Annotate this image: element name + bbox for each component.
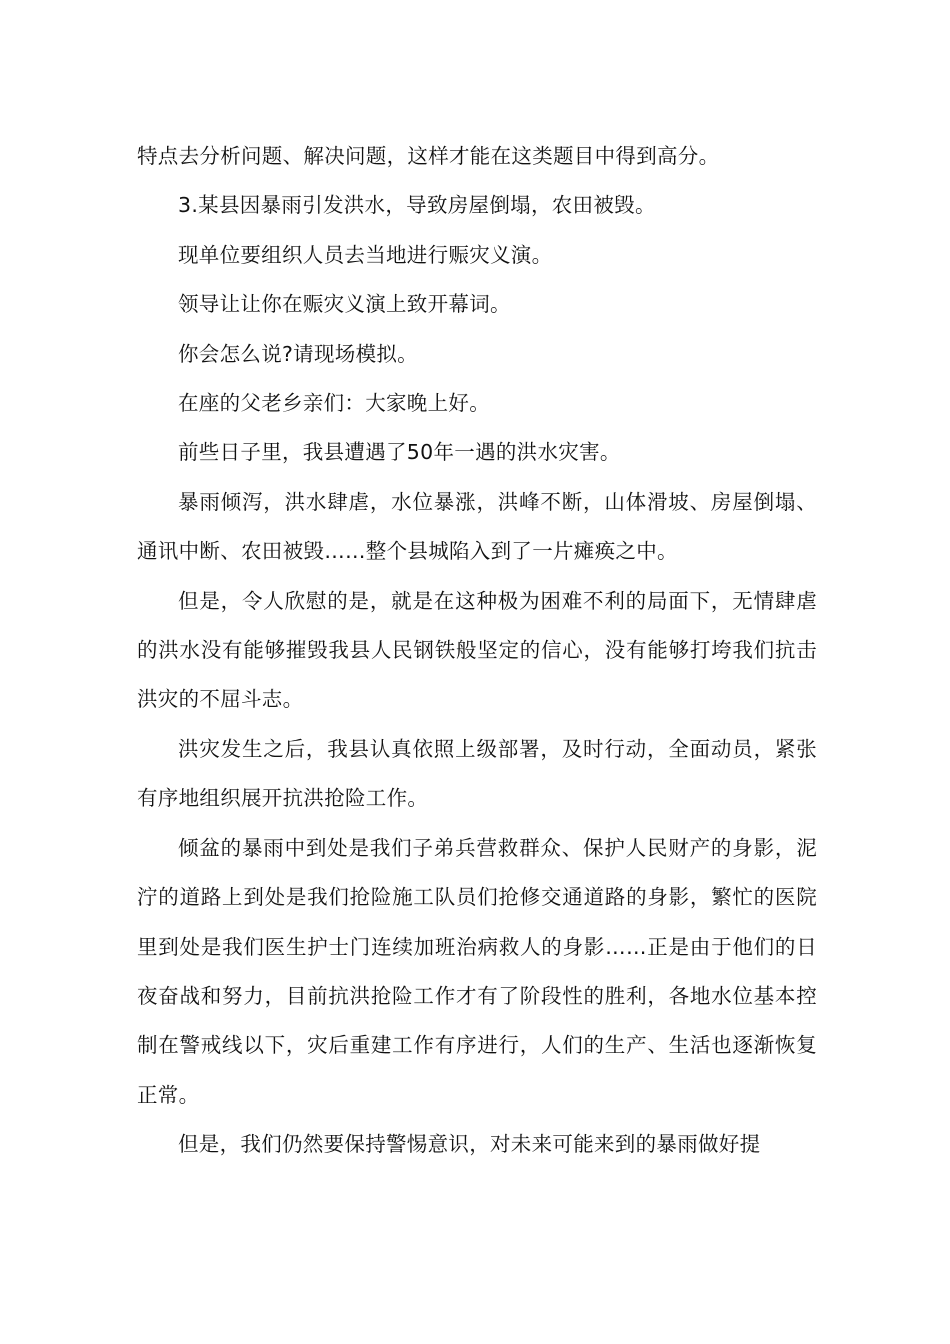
paragraph-8: 暴雨倾泻，洪水肆虐，水位暴涨，洪峰不断，山体滑坡、房屋倒塌、通讯中断、农田被毁……整个县城陷入到了一片瘫痪之中。 [137, 489, 817, 564]
document-body [137, 132, 817, 1170]
paragraph-2: 3.某县因暴雨引发洪水，导致房屋倒塌，农田被毁。 [178, 193, 656, 218]
paragraph-11: 倾盆的暴雨中到处是我们子弟兵营救群众、保护人民财产的身影，泥泞的道路上到处是我们抢险施工队员们抢修交通道路的身影，繁忙的医院里到处是我们医生护士门连续加班治病救人的身影……正是由于他们的日夜奋战和努力，目前抗洪抢险工作才有了阶段性的胜利，各地水位基本控制在警戒线以下，灾后重建工作有序进行，人们的生产、生活也逐渐恢复正常。 [137, 835, 817, 1107]
paragraph-6: 在座的父老乡亲们：大家晚上好。 [178, 391, 490, 416]
paragraph-5: 你会怎么说?请现场模拟。 [178, 341, 418, 366]
paragraph-3: 现单位要组织人员去当地进行赈灾义演。 [178, 242, 553, 267]
paragraph-7: 前些日子里，我县遭遇了50年一遇的洪水灾害。 [178, 440, 621, 465]
paragraph-10: 洪灾发生之后，我县认真依照上级部署，及时行动，全面动员，紧张有序地组织展开抗洪抢险工作。 [137, 736, 817, 811]
paragraph-9: 但是，令人欣慰的是，就是在这种极为困难不利的局面下，无情肆虐的洪水没有能够摧毁我县人民钢铁般坚定的信心，没有能够打垮我们抗击洪灾的不屈斗志。 [137, 588, 817, 712]
paragraph-1: 特点去分析问题、解决问题，这样才能在这类题目中得到高分。 [137, 144, 720, 168]
paragraph-12: 但是，我们仍然要保持警惕意识，对未来可能来到的暴雨做好提 [178, 1132, 761, 1157]
paragraph-4: 领导让让你在赈灾义演上致开幕词。 [178, 292, 511, 317]
